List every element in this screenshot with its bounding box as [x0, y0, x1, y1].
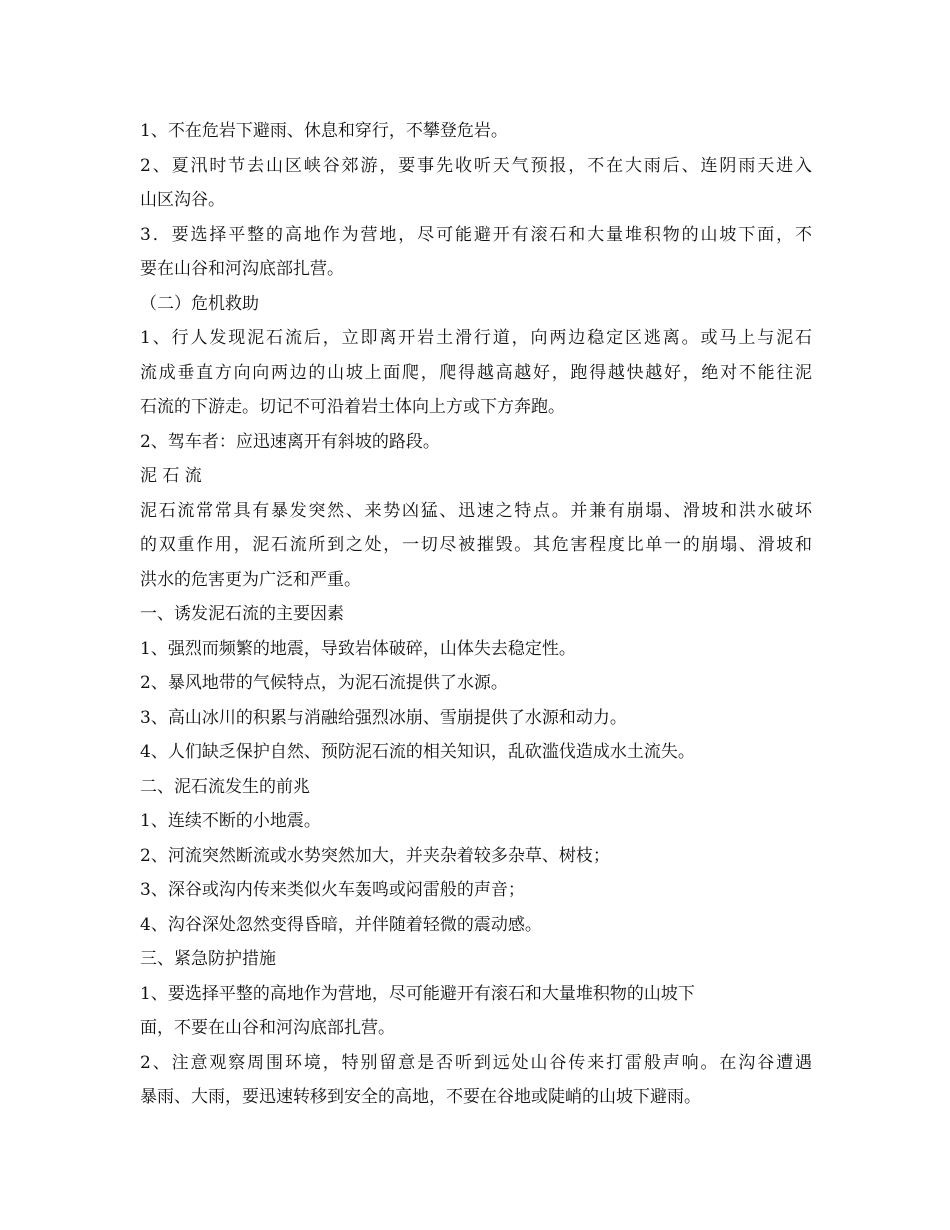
text-line: 面，不要在山谷和河沟底部扎营。 [140, 1018, 395, 1038]
section-heading: 二、泥石流发生的前兆 [140, 776, 310, 797]
text-line: 泥石流常常具有暴发突然、来势凶猛、迅速之特点。并兼有崩塌、滑坡和洪水破坏 [140, 500, 812, 521]
text-line: 3、高山冰川的积累与消融给强烈冰崩、雪崩提供了水源和动力。 [140, 707, 627, 728]
text-line: 3、深谷或沟内传来类似火车轰鸣或闷雷般的声音； [140, 880, 525, 900]
text-line: 山区沟谷。 [140, 190, 225, 210]
text-line: 洪水的危害更为广泛和严重。 [140, 569, 361, 590]
text-line: 石流的下游走。切记不可沿着岩土体向上方或下方奔跑。 [140, 397, 565, 417]
text-line: 2、夏汛时节去山区峡谷郊游，要事先收听天气预报，不在大雨后、连阴雨天进入 [140, 155, 812, 176]
text-line: 流成垂直方向向两边的山坡上面爬，爬得越高越好，跑得越快越好，绝对不能往泥 [140, 362, 812, 383]
text-line: 4、沟谷深处忽然变得昏暗，并伴随着轻微的震动感。 [140, 914, 542, 935]
section-heading: （二）危机救助 [140, 293, 259, 314]
text-line: 2、暴风地带的气候特点，为泥石流提供了水源。 [140, 673, 508, 693]
text-line: 2、河流突然断流或水势突然加大，并夹杂着较多杂草、树枝； [140, 845, 610, 866]
text-line: 1、行人发现泥石流后，立即离开岩土滑行道，向两边稳定区逃离。或马上与泥石 [140, 328, 812, 348]
text-line: 1、连续不断的小地震。 [140, 811, 321, 831]
text-line: 1、强烈而频繁的地震，导致岩体破碎，山体失去稳定性。 [140, 638, 576, 659]
text-line: 4、人们缺乏保护自然、预防泥石流的相关知识，乱砍滥伐造成水土流失。 [140, 742, 695, 762]
text-line: 1、不在危岩下避雨、休息和穿行，不攀登危岩。 [140, 121, 508, 141]
section-heading: 一、诱发泥石流的主要因素 [140, 604, 344, 624]
text-line: 的双重作用，泥石流所到之处，一切尽被摧毁。其危害程度比单一的崩塌、滑坡和 [140, 535, 812, 555]
text-line: 1、要选择平整的高地作为营地，尽可能避开有滚石和大量堆积物的山坡下 [140, 983, 695, 1004]
text-line: 要在山谷和河沟底部扎营。 [140, 259, 344, 279]
text-line: 2、驾车者：应迅速离开有斜坡的路段。 [140, 431, 440, 452]
section-heading: 三、紧急防护措施 [140, 949, 276, 969]
text-line: 暴雨、大雨，要迅速转移到安全的高地，不要在谷地或陡峭的山坡下避雨。 [140, 1087, 701, 1107]
text-line: 3．要选择平整的高地作为营地，尽可能避开有滚石和大量堆积物的山坡下面，不 [140, 224, 812, 245]
text-line: 2、注意观察周围环境，特别留意是否听到远处山谷传来打雷般声响。在沟谷遭遇 [140, 1052, 812, 1073]
document-body [140, 114, 812, 1115]
section-title: 泥 石 流 [140, 466, 202, 486]
